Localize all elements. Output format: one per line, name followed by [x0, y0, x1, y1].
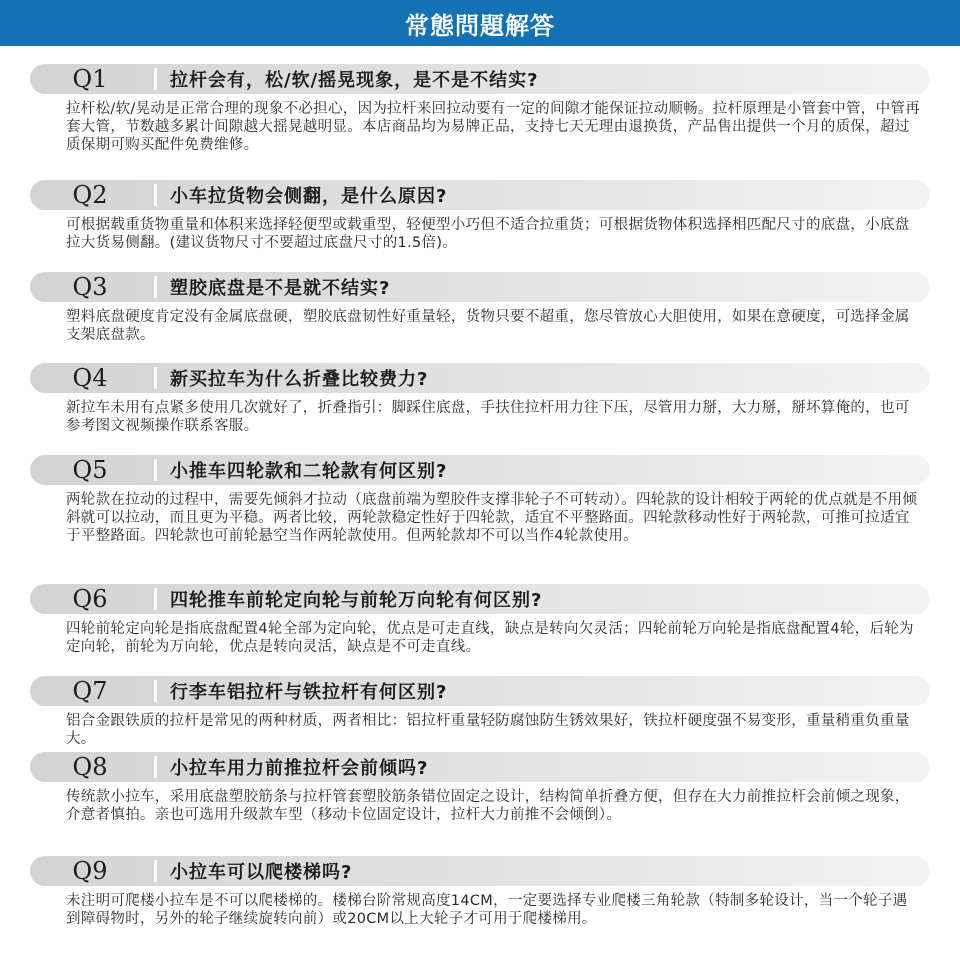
question-number: Q9 — [72, 857, 108, 885]
divider — [154, 756, 157, 778]
answer-text: 新拉车未用有点紧多使用几次就好了，折叠指引：脚踩住底盘，手扶住拉杆用力往下压，尽管用力掰，大力掰，掰坏算俺的，也可参考图文视频操作联系客服。 — [66, 400, 910, 434]
divider — [154, 367, 157, 389]
divider — [154, 680, 157, 702]
faq-item-q3 — [30, 272, 930, 344]
divider — [154, 68, 157, 90]
divider — [154, 276, 157, 298]
answer-text: 可根据载重货物重量和体积来选择轻便型或载重型，轻便型小巧但不适合拉重货；可根据货物体积选择相匹配尺寸的底盘，小底盘拉大货易侧翻。(建议货物尺寸不要超过底盘尺寸的1.5倍)。 — [66, 217, 910, 251]
question-text: 行李车铝拉杆与铁拉杆有何区别? — [170, 682, 448, 703]
question-text: 四轮推车前轮定向轮与前轮万向轮有何区别? — [170, 590, 543, 611]
answer-text: 塑料底盘硬度肯定没有金属底盘硬，塑胶底盘韧性好重量轻，货物只要不超重，您尽管放心大胆使用，如果在意硬度，可选择金属支架底盘款。 — [66, 309, 910, 343]
question-bar — [30, 676, 930, 706]
question-number: Q4 — [72, 364, 108, 392]
divider — [154, 588, 157, 610]
question-bar — [30, 272, 930, 302]
answer-text: 铝合金跟铁质的拉杆是常见的两种材质，两者相比：铝拉杆重量轻防腐蚀防生锈效果好，铁拉杆硬度强不易变形，重量稍重负重量大。 — [66, 713, 910, 747]
question-text: 小推车四轮款和二轮款有何区别? — [170, 461, 448, 482]
question-bar — [30, 180, 930, 210]
question-number: Q8 — [72, 753, 108, 781]
question-text: 小拉车用力前推拉杆会前倾吗? — [170, 758, 429, 779]
question-text: 小拉车可以爬楼梯吗? — [170, 862, 353, 883]
faq-item-q2 — [30, 180, 930, 252]
answer-text: 四轮前轮定向轮是指底盘配置4轮全部为定向轮，优点是可走直线，缺点是转向欠灵活；四轮前轮万向轮是指底盘配置4轮，后轮为定向轮，前轮为万向轮，优点是转向灵活，缺点是不可走直线。 — [66, 621, 914, 655]
answer-text: 传统款小拉车，采用底盘塑胶筋条与拉杆管套塑胶筋条错位固定之设计，结构简单折叠方便，但存在大力前推拉杆会前倾之现象，介意者慎拍。亲也可选用升级款车型（移动卡位固定设计，拉杆大力前推不会倾倒）。 — [66, 789, 910, 823]
question-bar — [30, 455, 930, 485]
answer-text: 未注明可爬楼小拉车是不可以爬楼梯的。楼梯台阶常规高度14CM，一定要选择专业爬楼三角轮款（特制多轮设计，当一个轮子遇到障碍物时，另外的轮子继续旋转向前）或20CM以上大轮子才可用于爬楼梯用。 — [66, 893, 908, 927]
faq-item-q7 — [30, 676, 930, 748]
question-number: Q6 — [72, 585, 108, 613]
faq-item-q6 — [30, 584, 930, 656]
question-number: Q1 — [72, 65, 108, 93]
answer-text: 两轮款在拉动的过程中，需要先倾斜才拉动（底盘前端为塑胶件支撑非轮子不可转动）。四轮款的设计相较于两轮的优点就是不用倾斜就可以拉动，而且更为平稳。两者比较，两轮款稳定性好于四轮款，适宜不平整路面。四轮款移动性好于两轮款，可推可拉适宜于平整路面。四轮款也可前轮悬空当作两轮款使用。但两轮款却不可以当作4轮款使用。 — [66, 492, 918, 544]
faq-item-q1 — [30, 64, 930, 154]
question-bar — [30, 856, 930, 886]
question-number: Q3 — [72, 273, 108, 301]
faq-item-q5 — [30, 455, 930, 545]
question-number: Q2 — [72, 181, 108, 209]
question-bar — [30, 363, 930, 393]
question-text: 新买拉车为什么折叠比较费力? — [170, 369, 429, 390]
faq-item-q4 — [30, 363, 930, 435]
question-bar — [30, 584, 930, 614]
question-bar — [30, 64, 930, 94]
header-banner — [0, 0, 960, 46]
divider — [154, 459, 157, 481]
answer-text: 拉杆松/软/晃动是正常合理的现象不必担心，因为拉杆来回拉动要有一定的间隙才能保证拉动顺畅。拉杆原理是小管套中管，中管再套大管，节数越多累计间隙越大摇晃越明显。本店商品均为易牌正品，支持七天无理由退换货，产品售出提供一个月的质保，超过质保期可购买配件免费维修。 — [66, 101, 920, 153]
faq-item-q8 — [30, 752, 930, 824]
divider — [154, 860, 157, 882]
question-text: 塑胶底盘是不是就不结实? — [170, 278, 391, 299]
question-text: 拉杆会有，松/软/摇晃现象，是不是不结实? — [170, 70, 539, 91]
question-bar — [30, 752, 930, 782]
divider — [154, 184, 157, 206]
question-number: Q5 — [72, 456, 108, 484]
faq-item-q9 — [30, 856, 930, 928]
page-title: 常態問題解答 — [405, 11, 555, 40]
question-text: 小车拉货物会侧翻，是什么原因? — [170, 186, 448, 207]
question-number: Q7 — [72, 677, 108, 705]
